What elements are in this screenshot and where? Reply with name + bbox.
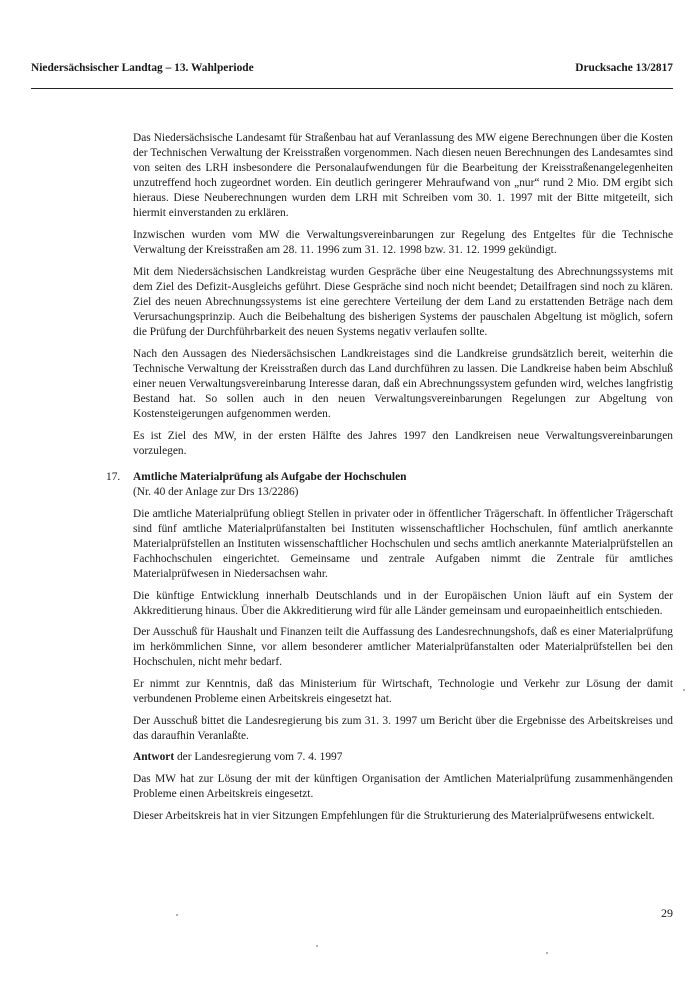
paragraph: Es ist Ziel des MW, in der ersten Hälfte des Jahres 1997 den Landkreisen neue Verwaltungsvereinbarungen vorzulegen.	[133, 429, 673, 457]
paragraph: Die künftige Entwicklung innerhalb Deutschlands und in der Europäischen Union läuft auf ein System der Akkreditierung hinaus. Über die Akkreditierung wird für alle Länder gemeinsam und europaeinheitlich entschieden.	[133, 589, 673, 617]
header-divider	[31, 88, 673, 89]
scan-speck	[546, 952, 548, 954]
page-number: 29	[661, 906, 673, 920]
section-heading	[106, 470, 673, 485]
header-title: Niedersächsischer Landtag – 13. Wahlperiode	[31, 62, 254, 74]
section-reference: (Nr. 40 der Anlage zur Drs 13/2286)	[133, 485, 299, 498]
scan-speck	[176, 914, 178, 916]
paragraph: Das MW hat zur Lösung der mit der künftigen Organisation der Amtlichen Materialprüfung zusammenhängenden Probleme einen Arbeitskreis eingesetzt.	[133, 772, 673, 801]
paragraph: Der Ausschuß bittet die Landesregierung bis zum 31. 3. 1997 um Bericht über die Ergebnisse des Arbeitskreises und das daraufhin Veranlaßte.	[133, 714, 673, 742]
paragraph: Das Niedersächsische Landesamt für Straßenbau hat auf Veranlassung des MW eigene Berechnungen über die Kosten der Technischen Verwaltung der Kreisstraßen vorgenommen. Nach diesen neuen Berechnungen des Landesamtes sind von seiten des LRH insbesondere die Personalaufwendungen für die Bearbeitung der Kreisstraßenangelegenheiten unzutreffend hoch zugeordnet worden. Ein deutlich geringerer Mehraufwand von „nur“ rund 2 Mio. DM ergibt sich hieraus. Diese Neuberechnungen wurden dem LRH mit Schreiben vom 30. 1. 1997 mit der Bitte mitgeteilt, sich hiermit einverstanden zu erklären.	[133, 132, 673, 220]
answer-label: Antwort	[133, 751, 175, 764]
answer-heading	[133, 750, 673, 765]
paragraph: Nach den Aussagen des Niedersächsischen Landkreistages sind die Landkreise grundsätzlich bereit, weiterhin die Technische Verwaltung der Kreisstraßen durch das Land durchführen zu lassen. Die Landkreise haben beim Abschluß einer neuen Verwaltungsvereinbarung Interesse daran, daß ein Abrechnungssystem gefunden wird, welches langfristig Bestand hat. So sollen auch in den neuen Verwaltungsvereinbarungen Regelungen zur Abgeltung von Kostensteigerungen aufgenommen werden.	[133, 347, 673, 421]
paragraph: Die amtliche Materialprüfung obliegt Stellen in privater oder in öffentlicher Trägerschaft. In öffentlicher Trägerschaft sind fünf amtliche Materialprüfanstalten bei Instituten wissenschaftlicher Hochschulen, fünf amtlich anerkannte Materialprüfstellen an Instituten wissenschaftlicher Hochschulen und sechs amtlich anerkannte Materialprüfstellen an Fachhochschulen eingerichtet. Gemeinsame und zentrale Aufgaben nimmt die Zentrale für amtliches Materialprüfwesen in Niedersachsen wahr.	[133, 507, 673, 580]
scan-speck	[683, 689, 685, 691]
section-number: 17.	[106, 470, 121, 483]
header-document-number: Drucksache 13/2817	[575, 62, 673, 74]
paragraph: Er nimmt zur Kenntnis, daß das Ministerium für Wirtschaft, Technologie und Verkehr zur Lösung der damit verbundenen Probleme einen Arbeitskreis eingesetzt hat.	[133, 678, 673, 706]
answer-date: der Landesregierung vom 7. 4. 1997	[174, 751, 343, 764]
paragraph: Inzwischen wurden vom MW die Verwaltungsvereinbarungen zur Regelung des Entgeltes für die Technische Verwaltung der Kreisstraßen am 28. 11. 1996 zum 31. 12. 1998 bzw. 31. 12. 1999 gekündigt.	[133, 229, 673, 257]
section-title: Amtliche Materialprüfung als Aufgabe der Hochschulen	[133, 470, 407, 483]
paragraph: Mit dem Niedersächsischen Landkreistag wurden Gespräche über eine Neugestaltung des Abrechnungssystems mit dem Ziel des Defizit-Ausgleichs geführt. Diese Gespräche sind noch nicht beendet; Detailfragen sind noch zu klären. Ziel des neuen Abrechnungssystems ist eine gerechtere Verteilung der dem Land zu erstattenden Beträge nach dem Verursachungsprinzip. Auch die Beibehaltung des bisherigen Systems der pauschalen Abgeltung ist möglich, sofern die Prüfung der Durchführbarkeit des neuen Systems negativ verlaufen sollte.	[133, 265, 673, 339]
paragraph: Dieser Arbeitskreis hat in vier Sitzungen Empfehlungen für die Strukturierung des Materialprüfwesens entwickelt.	[133, 809, 655, 822]
paragraph: Der Ausschuß für Haushalt und Finanzen teilt die Auffassung des Landesrechnungshofs, daß es einer Materialprüfung im herkömmlichen Sinne, vor allem besonderer amtlicher Materialprüfanstalten oder Materialprüfstellen bei den Hochschulen, nicht mehr bedarf.	[133, 626, 673, 669]
document-body	[106, 131, 673, 830]
scan-speck	[316, 945, 318, 947]
